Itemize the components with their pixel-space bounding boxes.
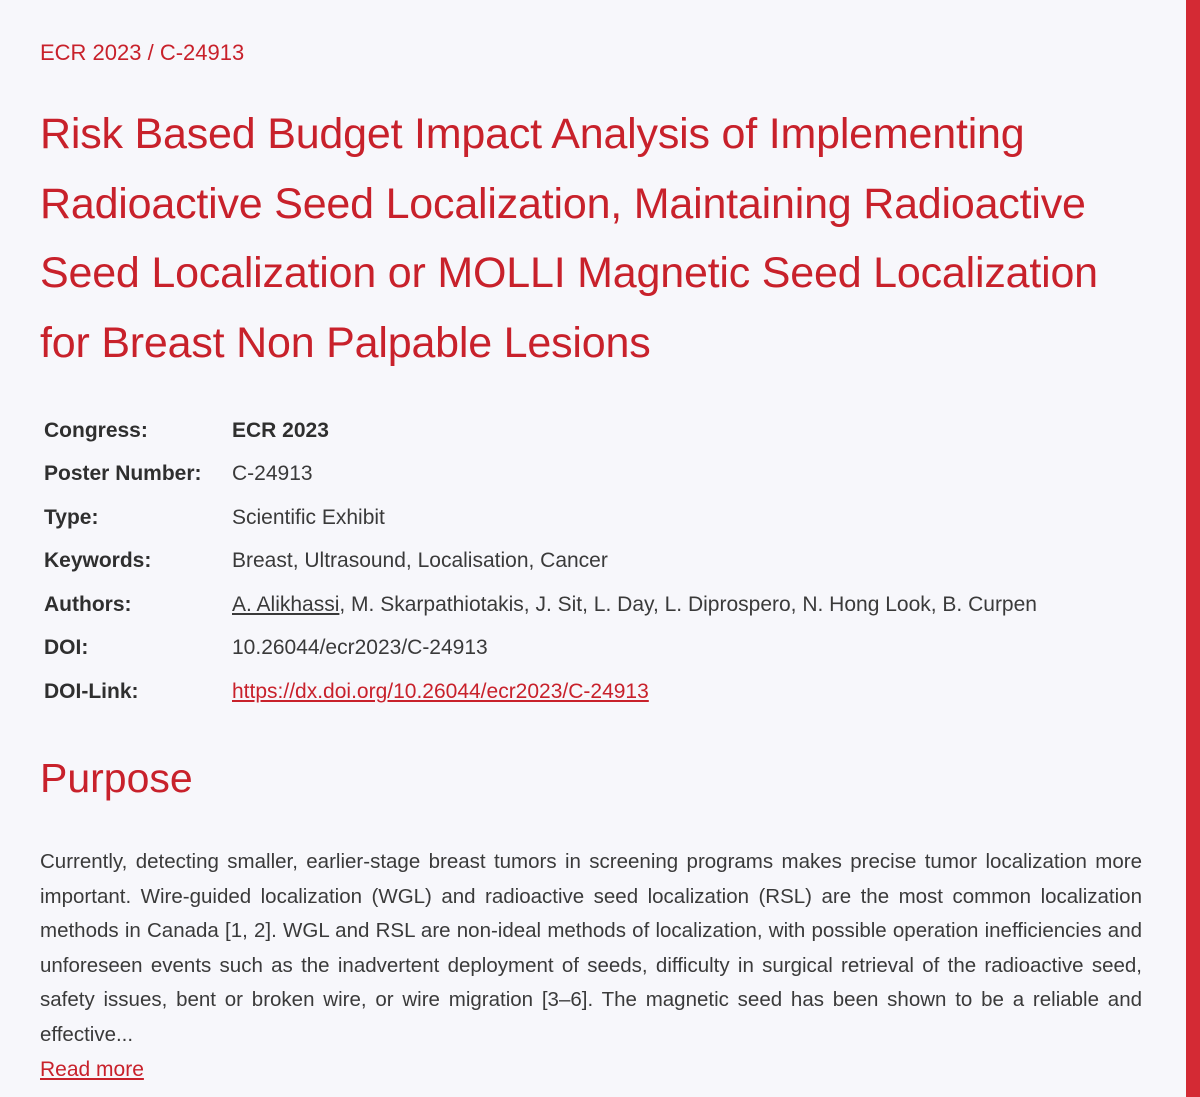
authors-label: Authors:	[44, 592, 132, 616]
doi-value: 10.26044/ecr2023/C-24913	[232, 636, 488, 660]
poster-metadata-table	[44, 409, 1037, 714]
meta-row-type	[44, 496, 1037, 540]
doi-link-cell	[232, 670, 1037, 714]
keywords-label: Keywords:	[44, 549, 152, 573]
doi-link-label: DOI-Link:	[44, 679, 139, 703]
authors-rest: , M. Skarpathiotakis, J. Sit, L. Day, L. Diprospero, N. Hong Look, B. Curpen	[339, 592, 1037, 616]
congress-label: Congress:	[44, 418, 148, 442]
right-accent-bar	[1186, 0, 1200, 1097]
read-more-link[interactable]: Read more	[40, 1058, 144, 1081]
type-value: Scientific Exhibit	[232, 505, 385, 529]
meta-row-poster-number	[44, 453, 1037, 497]
purpose-heading: Purpose	[40, 755, 193, 801]
doi-link[interactable]: https://dx.doi.org/10.26044/ecr2023/C-24913	[232, 679, 649, 703]
purpose-text: Currently, detecting smaller, earlier-stage breast tumors in screening programs makes precise tumor localization more important. Wire-guided localization (WGL) and radioactive seed localization (RSL) are the most common localization methods in Canada [1, 2]. WGL and RSL are non-ideal methods of localization, with possible operation inefficiencies and unforeseen events such as the inadvertent deployment of seeds, difficulty in surgical retrieval of the radioactive seed, safety issues, bent or broken wire, or wire migration [3–6]. The magnetic seed has been shown to be a reliable and effective...	[40, 850, 1142, 1046]
meta-row-congress	[44, 409, 1037, 453]
author-link-alikhassi[interactable]: A. Alikhassi	[232, 592, 340, 616]
meta-row-keywords	[44, 540, 1037, 584]
congress-value: ECR 2023	[232, 418, 329, 442]
keywords-value: Breast, Ultrasound, Localisation, Cancer	[232, 549, 608, 573]
meta-row-authors	[44, 583, 1037, 627]
authors-value	[232, 583, 1037, 627]
type-label: Type:	[44, 505, 99, 529]
meta-row-doi	[44, 627, 1037, 671]
breadcrumb[interactable]: ECR 2023 / C-24913	[40, 40, 245, 65]
poster-number-label: Poster Number:	[44, 462, 202, 486]
meta-row-doi-link	[44, 670, 1037, 714]
page-title: Risk Based Budget Impact Analysis of Implementing Radioactive Seed Localization, Maintaining Radioactive Seed Localization or MOLLI Magnetic Seed Localization for Breast Non Palpable Lesions	[40, 110, 1098, 367]
poster-number-value: C-24913	[232, 462, 313, 486]
doi-label: DOI:	[44, 636, 89, 660]
